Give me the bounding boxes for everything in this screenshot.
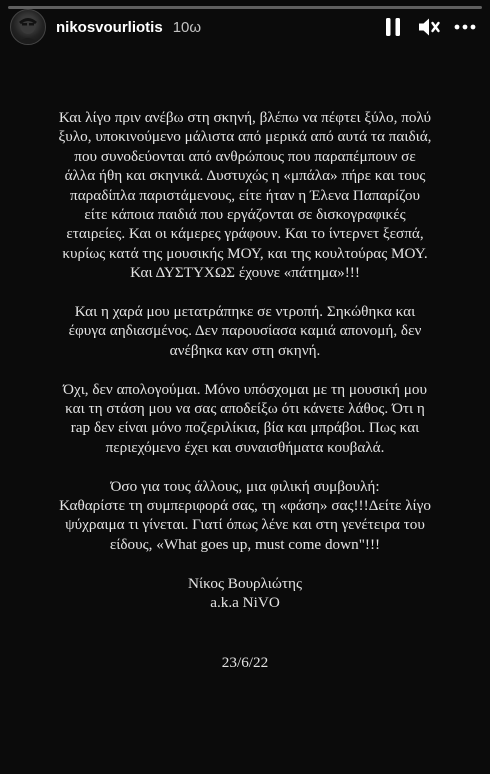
pause-icon xyxy=(385,17,401,37)
text-line: και τη στάση μου να σας αποδείξω ότι κάνετε λάθος. Ότι η xyxy=(65,400,425,418)
signature-name: Νίκος Βουρλιώτης xyxy=(188,574,302,592)
text-line: έφυγα αηδιασμένος. Δεν παρουσίασα καμιά απονομή, δεν xyxy=(68,322,422,340)
text-line: άλλα ήθη και σκηνικά. Δυστυχώς η «μπάλα» πήρε και τους xyxy=(64,167,426,185)
text-line: Καθαρίστε τη συμπεριφορά σας, τη «φάση» σας!!!Δείτε λίγο xyxy=(59,497,431,515)
text-line: ανέβηκα καν στη σκηνή. xyxy=(169,341,321,359)
mute-button[interactable] xyxy=(414,12,444,42)
paragraph-4 xyxy=(10,477,480,555)
text-line: Όσο για τους άλλους, μια φιλική συμβουλή: xyxy=(110,477,380,495)
avatar[interactable] xyxy=(10,9,46,45)
text-line: είτε κάποια παιδιά που εργάζονται σε δισκογραφικές xyxy=(84,206,406,224)
more-icon xyxy=(454,24,476,30)
story-controls xyxy=(372,12,480,42)
text-line: που συνοδεύονται από ανθρώπους που παραπέμπουν σε xyxy=(74,147,416,165)
profile-photo-icon xyxy=(11,10,45,44)
text-line: rap δεν είναι μόνο ποζεριλίκια, βία και μπράβοι. Πως και xyxy=(70,419,420,437)
signature-aka: a.k.a NiVO xyxy=(210,594,280,612)
paragraph-1 xyxy=(10,108,480,283)
text-line: περιεχόμενο έχει και συναισθήματα κουβαλά. xyxy=(105,438,385,456)
paragraph-3 xyxy=(10,380,480,458)
pause-button[interactable] xyxy=(378,12,408,42)
text-line: ψύχραιμα τι γίνεται. Γιατί όπως λένε και στη γενέτειρα του xyxy=(65,516,425,534)
text-line: Και ΔΥΣΤΥΧΩΣ έχουνε «πάτημα»!!! xyxy=(130,264,360,282)
post-date: 23/6/22 xyxy=(221,653,269,671)
text-line: είδους, «What goes up, must come down"!!! xyxy=(109,535,381,553)
paragraph-2 xyxy=(10,302,480,360)
more-options-button[interactable] xyxy=(450,12,480,42)
post-time: 10ω xyxy=(172,18,202,36)
story-header xyxy=(10,10,480,44)
text-line: Και η χαρά μου μετατράπηκε σε ντροπή. Σηκώθηκα και xyxy=(74,303,416,321)
text-line: Όχι, δεν απολογούμαι. Μόνο υπόσχομαι με τη μουσική μου xyxy=(62,380,427,398)
text-line: κυρίως κατά της μουσικής ΜΟΥ, και της κουλτούρας ΜΟΥ. xyxy=(62,244,428,262)
text-line: παραδίπλα παριστάμενους, είτε ήταν η Έλενα Παπαρίζου xyxy=(70,186,420,204)
username[interactable]: nikosvourliotis xyxy=(56,18,163,36)
mute-icon xyxy=(417,16,441,38)
story-text xyxy=(10,108,480,672)
text-line: εταιρείες. Και οι κάμερες γράφουν. Και το ίντερνετ ξεσπά, xyxy=(66,225,424,243)
story-progress-bar xyxy=(8,6,482,9)
text-line: ξυλο, υποκινούμενο μάλιστα από μερικά από αυτά τα παιδιά, xyxy=(58,128,432,146)
text-line: Και λίγο πριν ανέβω στη σκηνή, βλέπω να πέφτει ξύλο, πολύ xyxy=(58,109,432,126)
